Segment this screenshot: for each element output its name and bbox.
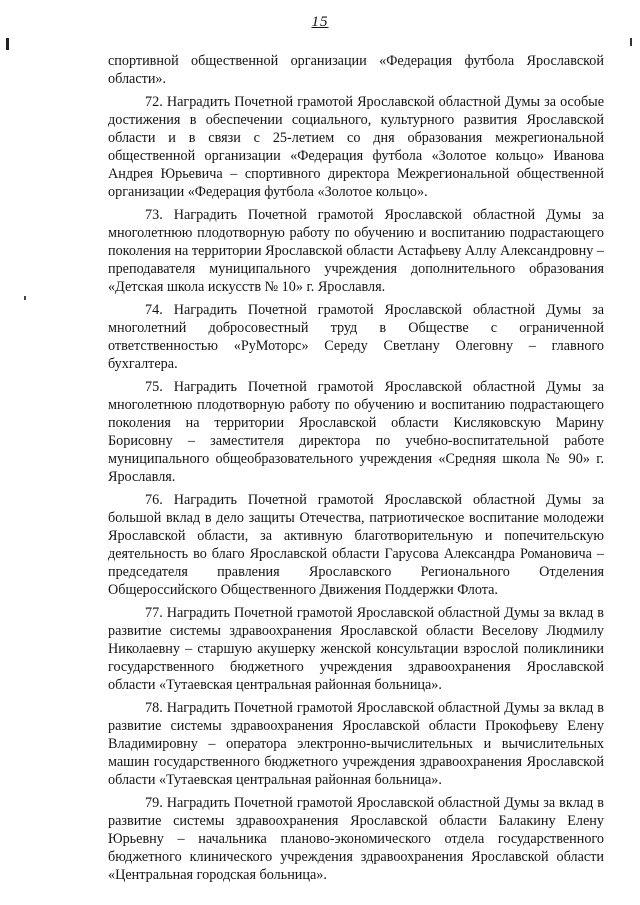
scan-artifact-mark: [630, 38, 632, 46]
paragraph-item-75: 75. Наградить Почетной грамотой Ярославской областной Думы за многолетнюю плодотворную работу по обучению и воспитанию подрастающего поколения на территории Ярославской области Кисляковскую Марину Борисовну – заместителя директора по учебно-воспитательной работе муниципального общеобразовательного учреждения «Средняя школа № 90» г. Ярославля.: [108, 379, 604, 485]
paragraph-item-79: 79. Наградить Почетной грамотой Ярославской областной Думы за вклад в развитие системы здравоохранения Ярославской области Балакину Елену Юрьевну – начальника планово-экономического отдела государственного бюджетного клинического учреждения здравоохранения Ярославской области «Центральная городская больница».: [108, 795, 604, 883]
paragraph-item-72: 72. Наградить Почетной грамотой Ярославской областной Думы за особые достижения в обеспечении социального, культурного развития Ярославской области и в связи с 25-летием со дня образования межрегиональной общественной организации «Федерация футбола «Золотое кольцо» Иванова Андрея Юрьевича – спортивного директора Межрегиональной общественной организации «Федерация футбола «Золотое кольцо».: [108, 94, 604, 200]
paragraph-item-78: 78. Наградить Почетной грамотой Ярославской областной Думы за вклад в развитие системы здравоохранения Ярославской области Прокофьеву Елену Владимировну – оператора электронно-вычислительных и вычислительных машин государственного бюджетного учреждения здравоохранения Ярославской области «Тутаевская центральная районная больница».: [108, 700, 604, 788]
paragraph-item-74: 74. Наградить Почетной грамотой Ярославской областной Думы за многолетний добросовестный труд в Обществе с ограниченной ответственностью «РуМоторс» Середу Светлану Олеговну – главного бухгалтера.: [108, 302, 604, 372]
page-number: 15: [311, 14, 329, 30]
paragraph-item-77: 77. Наградить Почетной грамотой Ярославской областной Думы за вклад в развитие системы здравоохранения Ярославской области Веселову Людмилу Николаевну – старшую акушерку женской консультации взрослой поликлиники государственного бюджетного учреждения здравоохранения Ярославской области «Тутаевская центральная районная больница».: [108, 605, 604, 693]
paragraph-continuation: спортивной общественной организации «Федерация футбола Ярославской области».: [108, 53, 604, 87]
paragraph-item-73: 73. Наградить Почетной грамотой Ярославской областной Думы за многолетнюю плодотворную работу по обучению и воспитанию подрастающего поколения на территории Ярославской области Астафьеву Аллу Александровну – преподавателя муниципального учреждения дополнительного образования «Детская школа искусств № 10» г. Ярославля.: [108, 207, 604, 295]
scan-artifact-mark: [6, 38, 9, 50]
paragraph-item-76: 76. Наградить Почетной грамотой Ярославской областной Думы за большой вклад в дело защиты Отечества, патриотическое воспитание молодежи Ярославской области, за активную благотворительную и попечительскую деятельность во благо Ярославской области Гарусова Александра Романовича – председателя правления Ярославского Регионального Отделения Общероссийского Общественного Движения Поддержки Флота.: [108, 492, 604, 598]
document-body: [108, 52, 604, 884]
scan-artifact-mark: [24, 296, 26, 300]
